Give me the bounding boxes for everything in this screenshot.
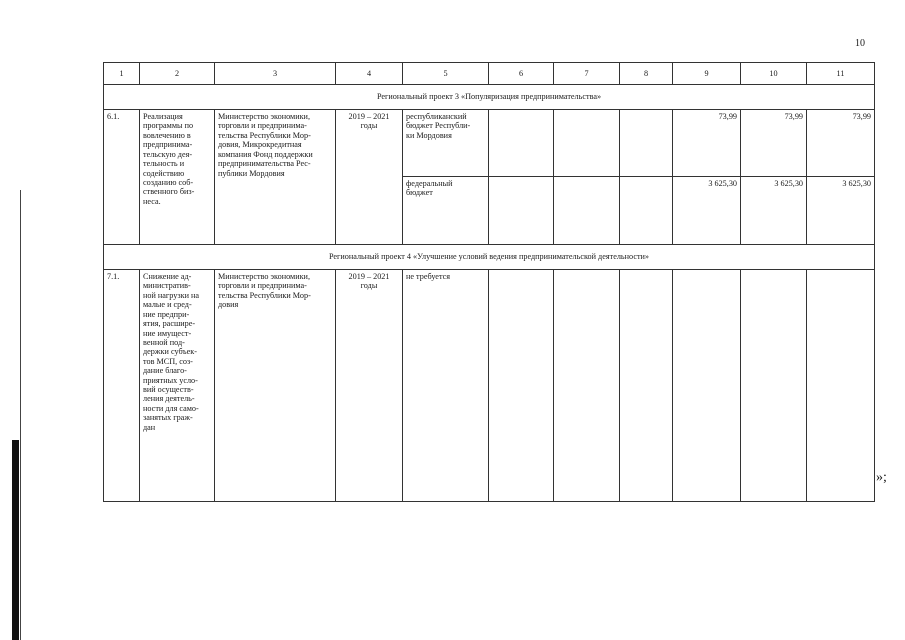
- row-number: 7.1.: [104, 270, 140, 502]
- column-header: 7: [554, 63, 620, 85]
- empty-cell: [554, 270, 620, 502]
- row-number: 6.1.: [104, 110, 140, 245]
- column-header: 8: [620, 63, 673, 85]
- column-header: 1: [104, 63, 140, 85]
- page-number: 10: [855, 38, 865, 49]
- empty-cell: [554, 177, 620, 245]
- value-cell: 73,99: [673, 110, 741, 177]
- empty-cell: [620, 110, 673, 177]
- value-cell: 3 625,30: [741, 177, 807, 245]
- column-header: 9: [673, 63, 741, 85]
- empty-cell: [620, 177, 673, 245]
- column-header: 3: [215, 63, 336, 85]
- scan-margin-bar: [12, 440, 19, 640]
- column-header: 5: [403, 63, 489, 85]
- funding-source: не требуется: [403, 270, 489, 502]
- column-number-row: [104, 63, 875, 85]
- empty-cell: [741, 270, 807, 502]
- funding-source: федеральный бюджет: [403, 177, 489, 245]
- measure-name: Реализация программы по вовлечению в предпринима- тельскую дея- тельность и содействию созданию соб- ственного биз- неса.: [140, 110, 215, 245]
- value-cell: 3 625,30: [673, 177, 741, 245]
- empty-cell: [489, 177, 554, 245]
- section-row: [104, 85, 875, 110]
- empty-cell: [489, 110, 554, 177]
- period: 2019 – 2021 годы: [336, 270, 403, 502]
- table-row: [104, 110, 875, 177]
- column-header: 10: [741, 63, 807, 85]
- empty-cell: [620, 270, 673, 502]
- column-header: 4: [336, 63, 403, 85]
- program-table: [103, 62, 875, 502]
- column-header: 6: [489, 63, 554, 85]
- section-row: [104, 245, 875, 270]
- value-cell: 3 625,30: [807, 177, 875, 245]
- value-cell: 73,99: [741, 110, 807, 177]
- column-header: 2: [140, 63, 215, 85]
- empty-cell: [673, 270, 741, 502]
- scan-margin-line: [20, 190, 21, 640]
- table-row: [104, 270, 875, 502]
- funding-source: республиканский бюджет Республи- ки Мордовия: [403, 110, 489, 177]
- closing-quote-mark: »;: [876, 470, 887, 485]
- measure-name: Снижение ад- министратив- ной нагрузки на малые и сред- ние предпри- ятия, расшире- ние имущест- венной под- держки субъек- тов МСП, соз- дание благо- приятных усло- вий осуществ- ления деятель- ности для само- занятых граж- дан: [140, 270, 215, 502]
- value-cell: 73,99: [807, 110, 875, 177]
- period: 2019 – 2021 годы: [336, 110, 403, 245]
- section-title: Региональный проект 3 «Популяризация предпринимательства»: [104, 85, 875, 110]
- empty-cell: [489, 270, 554, 502]
- empty-cell: [554, 110, 620, 177]
- executor: Министерство экономики, торговли и предпринима- тельства Республики Мор- довия, Микрокредитная компания Фонд поддержки предпринимательства Рес- публики Мордовия: [215, 110, 336, 245]
- section-title: Региональный проект 4 «Улучшение условий ведения предпринимательской деятельности»: [104, 245, 875, 270]
- column-header: 11: [807, 63, 875, 85]
- empty-cell: [807, 270, 875, 502]
- executor: Министерство экономики, торговли и предпринима- тельства Республики Мор- довия: [215, 270, 336, 502]
